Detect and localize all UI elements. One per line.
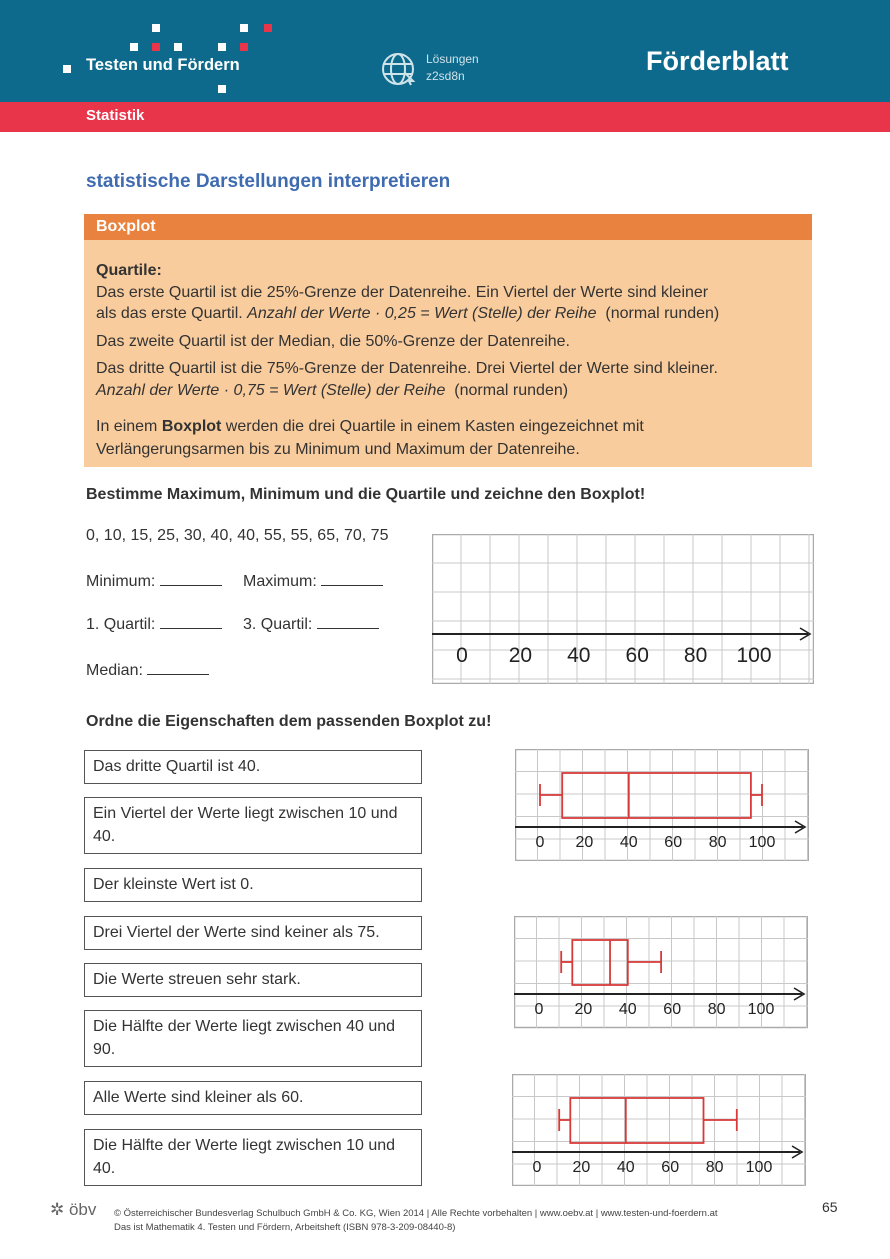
info-line-4: Das dritte Quartil ist die 75%-Grenze der Datenreihe. Drei Viertel der Werte sind kleiner.: [96, 360, 718, 377]
page-title: Förderblatt: [646, 46, 789, 76]
subject-label: Statistik: [86, 107, 145, 124]
axis-tick-label: 20: [572, 1159, 591, 1176]
publisher-name: öbv: [68, 1200, 97, 1219]
rounding-note-2: (normal runden): [454, 382, 569, 399]
minimum-answer-field[interactable]: [160, 584, 222, 586]
copyright-text: © Österreichischer Bundesverlag Schulbuch GmbH & Co. KG, Wien 2014 | Alle Rechte vorbehalten | www.oebv.at | www.testen-und-foerdern.at: [114, 1208, 718, 1219]
q3-row: [243, 616, 379, 634]
axis-tick-label: 40: [619, 834, 638, 851]
axis-tick-label: 40: [616, 1159, 635, 1176]
minimum-label: Minimum:: [86, 573, 156, 590]
section-title: statistische Darstellungen interpretieren: [86, 171, 451, 192]
info-line-3: Das zweite Quartil ist der Median, die 50%-Grenze der Datenreihe.: [96, 333, 570, 350]
task2-instruction: Ordne die Eigenschaften dem passenden Boxplot zu!: [86, 713, 492, 730]
axis-tick-label: 60: [625, 644, 649, 667]
axis-tick-label: 80: [683, 644, 708, 667]
boxplot-c[interactable]: [512, 1074, 806, 1186]
axis-tick-label: 0: [456, 644, 468, 667]
property-card[interactable]: Der kleinste Wert ist 0.: [84, 868, 422, 902]
axis-tick-label: 80: [705, 1159, 724, 1176]
formula-q3: Anzahl der Werte · 0,75 = Wert (Stelle) der Reihe: [96, 382, 446, 399]
axis-tick-label: 20: [575, 834, 594, 851]
info-line-6: [96, 418, 644, 436]
axis-tick-label: 60: [663, 1001, 682, 1018]
q3-answer-field[interactable]: [317, 627, 379, 629]
axis-tick-label: 100: [745, 1159, 773, 1176]
quartile-heading: Quartile:: [96, 262, 162, 279]
info-line-2: [96, 305, 719, 323]
solutions-code: z2sd8n: [426, 69, 465, 83]
property-card[interactable]: Drei Viertel der Werte sind keiner als 75.: [84, 916, 422, 950]
axis-tick-label: 20: [508, 644, 533, 667]
maximum-answer-field[interactable]: [321, 584, 383, 586]
property-card[interactable]: Die Hälfte der Werte liegt zwischen 40 und 90.: [84, 1010, 422, 1067]
info-line-5: [96, 382, 568, 400]
drawing-grid[interactable]: [432, 534, 814, 684]
boxplot-a[interactable]: [515, 749, 809, 861]
info-line-7: Verlängerungsarmen bis zu Minimum und Maximum der Datenreihe.: [96, 441, 580, 458]
rounding-note-1: (normal runden): [605, 305, 720, 322]
axis-tick-label: 60: [664, 834, 683, 851]
maximum-label: Maximum:: [243, 573, 317, 590]
q3-label: 3. Quartil:: [243, 616, 313, 633]
info-box-title: Boxplot: [96, 218, 156, 235]
axis-tick-label: 100: [747, 1001, 775, 1018]
axis-tick-label: 40: [618, 1001, 637, 1018]
axis-tick-label: 80: [707, 1001, 726, 1018]
axis-tick-label: 80: [708, 834, 727, 851]
property-card[interactable]: Ein Viertel der Werte liegt zwischen 10 und 40.: [84, 797, 422, 854]
median-row: [86, 662, 209, 680]
info-line-2-plain: als das erste Quartil.: [96, 305, 248, 322]
q1-row: [86, 616, 222, 634]
minimum-row: [86, 573, 222, 591]
property-card[interactable]: Das dritte Quartil ist 40.: [84, 750, 422, 784]
property-card[interactable]: Alle Werte sind kleiner als 60.: [84, 1081, 422, 1115]
publisher-logo: ✲ öbv: [50, 1200, 97, 1219]
q1-label: 1. Quartil:: [86, 616, 156, 633]
axis-tick-label: 100: [748, 834, 776, 851]
info-line-1: Das erste Quartil ist die 25%-Grenze der Datenreihe. Ein Viertel der Werte sind kleiner: [96, 284, 709, 301]
task1-instruction: Bestimme Maximum, Minimum und die Quartile und zeichne den Boxplot!: [86, 486, 646, 503]
axis-tick-label: 40: [567, 644, 591, 667]
solutions-label: Lösungen: [426, 52, 479, 66]
axis-tick-label: 20: [574, 1001, 593, 1018]
data-series: 0, 10, 15, 25, 30, 40, 40, 55, 55, 65, 70, 75: [86, 527, 389, 544]
book-reference: Das ist Mathematik 4. Testen und Fördern, Arbeitsheft (ISBN 978-3-209-08440-8): [114, 1222, 456, 1233]
info-box-header: [84, 214, 812, 240]
maximum-row: [243, 573, 383, 591]
q1-answer-field[interactable]: [160, 627, 222, 629]
axis-tick-label: 60: [661, 1159, 680, 1176]
axis-tick-label: 0: [535, 834, 545, 851]
brand-name: Testen und Fördern: [86, 56, 240, 74]
axis-tick-label: 100: [736, 644, 772, 667]
page-number: 65: [822, 1199, 838, 1215]
boxplot-term: Boxplot: [161, 418, 222, 435]
globe-icon[interactable]: [381, 51, 417, 87]
axis-tick-label: 0: [534, 1001, 544, 1018]
solutions-link[interactable]: [426, 51, 479, 85]
median-answer-field[interactable]: [147, 673, 209, 675]
info-line-6a: In einem: [96, 418, 162, 435]
median-label: Median:: [86, 662, 143, 679]
axis-tick-label: 0: [532, 1159, 542, 1176]
info-line-6b: werden die drei Quartile in einem Kasten eingezeichnet mit: [221, 418, 644, 435]
formula-q1: Anzahl der Werte · 0,25 = Wert (Stelle) der Reihe: [247, 305, 597, 322]
property-card[interactable]: Die Hälfte der Werte liegt zwischen 10 und 40.: [84, 1129, 422, 1186]
property-card[interactable]: Die Werte streuen sehr stark.: [84, 963, 422, 997]
boxplot-b[interactable]: [514, 916, 808, 1029]
